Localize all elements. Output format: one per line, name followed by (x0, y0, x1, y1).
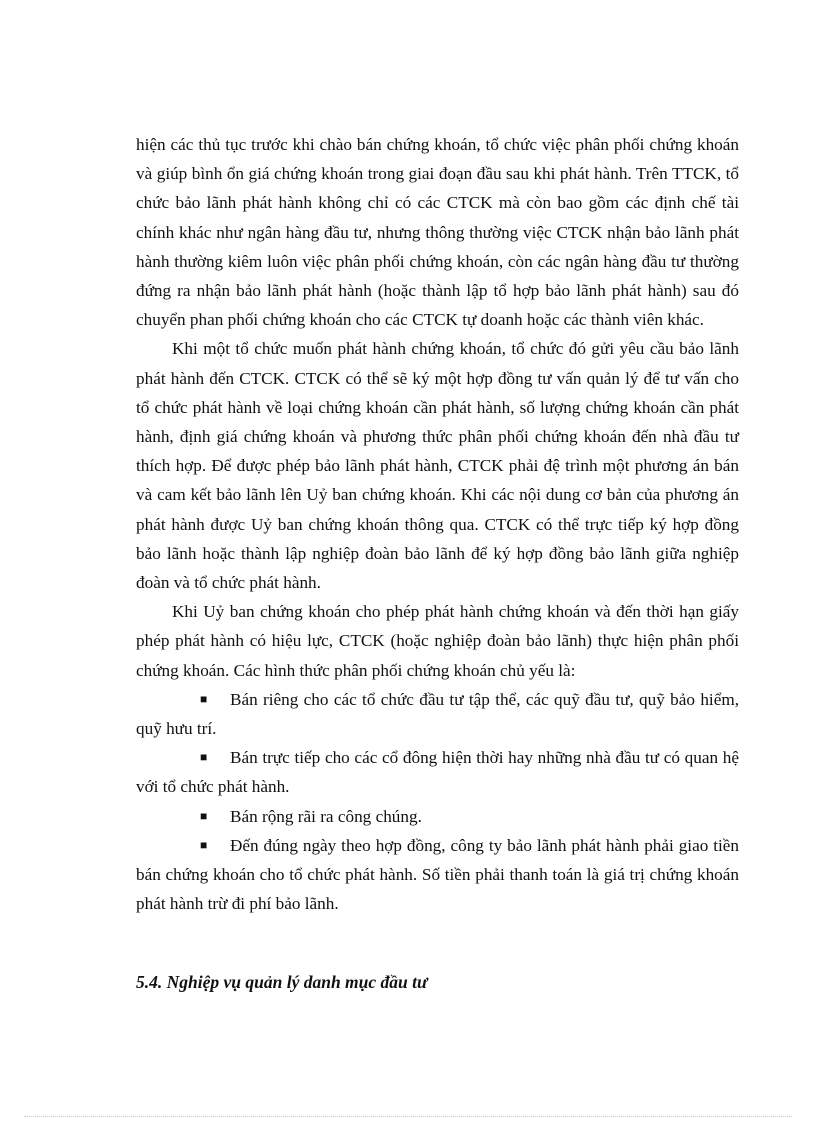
paragraph-continuation: hiện các thủ tục trước khi chào bán chứng khoán, tổ chức việc phân phối chứng khoán và giúp bình ổn giá chứng khoán trong giai đoạn đầu sau khi phát hành. Trên TTCK, tổ chức bảo lãnh phát hành không chỉ có các CTCK mà còn bao gồm các định chế tài chính khác như ngân hàng đầu tư, nhưng thông thường việc CTCK nhận bảo lãnh phát hành thường kiêm luôn việc phân phối chứng khoán, còn các ngân hàng đầu tư thường đứng ra nhận bảo lãnh phát hành (hoặc thành lập tổ hợp bảo lãnh phát hành) sau đó chuyển phan phối chứng khoán cho các CTCK tự doanh hoặc các thành viên khác. (136, 135, 739, 330)
bullet-text: Bán riêng cho các tổ chức đầu tư tập thể, các quỹ đầu tư, quỹ bảo hiểm, quỹ hưu trí. (136, 689, 739, 739)
paragraph-underwriting-request: Khi một tổ chức muốn phát hành chứng khoán, tổ chức đó gửi yêu cầu bảo lãnh phát hành đến CTCK. CTCK có thể sẽ ký một hợp đồng tư vấn quản lý để tư vấn cho tổ chức phát hành về loại chứng khoán cần phát hành, số lượng chứng khoán cần phát hành, định giá chứng khoán và phương thức phân phối chứng khoán đến nhà đầu tư thích hợp. Để được phép bảo lãnh phát hành, CTCK phải đệ trình một phương án bán và cam kết bảo lãnh lên Uỷ ban chứng khoán. Khi các nội dung cơ bản của phương án phát hành được Uỷ ban chứng khoán thông qua. CTCK có thể trực tiếp ký hợp đồng bảo lãnh hoặc thành lập nghiệp đoàn bảo lãnh để ký hợp đồng bảo lãnh giữa nghiệp đoàn và tổ chức phát hành. (136, 339, 739, 593)
paragraph-distribution-forms: Khi Uỷ ban chứng khoán cho phép phát hành chứng khoán và đến thời hạn giấy phép phát hành có hiệu lực, CTCK (hoặc nghiệp đoàn bảo lãnh) thực hiện phân phối chứng khoán. Các hình thức phân phối chứng khoán chủ yếu là: (136, 602, 739, 680)
square-bullet-icon: ■ (200, 837, 208, 852)
bullet-text: Bán rộng rãi ra công chúng. (230, 806, 422, 826)
section-heading: 5.4. Nghiệp vụ quản lý danh mục đầu tư (136, 972, 428, 992)
square-bullet-icon: ■ (200, 691, 208, 706)
bullet-item (136, 685, 739, 743)
body-text (136, 130, 739, 918)
page-footer-divider (24, 1116, 792, 1117)
bullet-text: Đến đúng ngày theo hợp đồng, công ty bảo lãnh phát hành phải giao tiền bán chứng khoán cho tổ chức phát hành. Số tiền phải thanh toán là giá trị chứng khoán phát hành trừ đi phí bảo lãnh. (136, 835, 739, 914)
bullet-item (136, 743, 739, 801)
square-bullet-icon: ■ (200, 808, 208, 823)
bullet-item (136, 802, 739, 831)
bullet-item (136, 831, 739, 919)
square-bullet-icon: ■ (200, 750, 208, 765)
bullet-text: Bán trực tiếp cho các cổ đông hiện thời hay những nhà đầu tư có quan hệ với tổ chức phát hành. (136, 748, 739, 797)
